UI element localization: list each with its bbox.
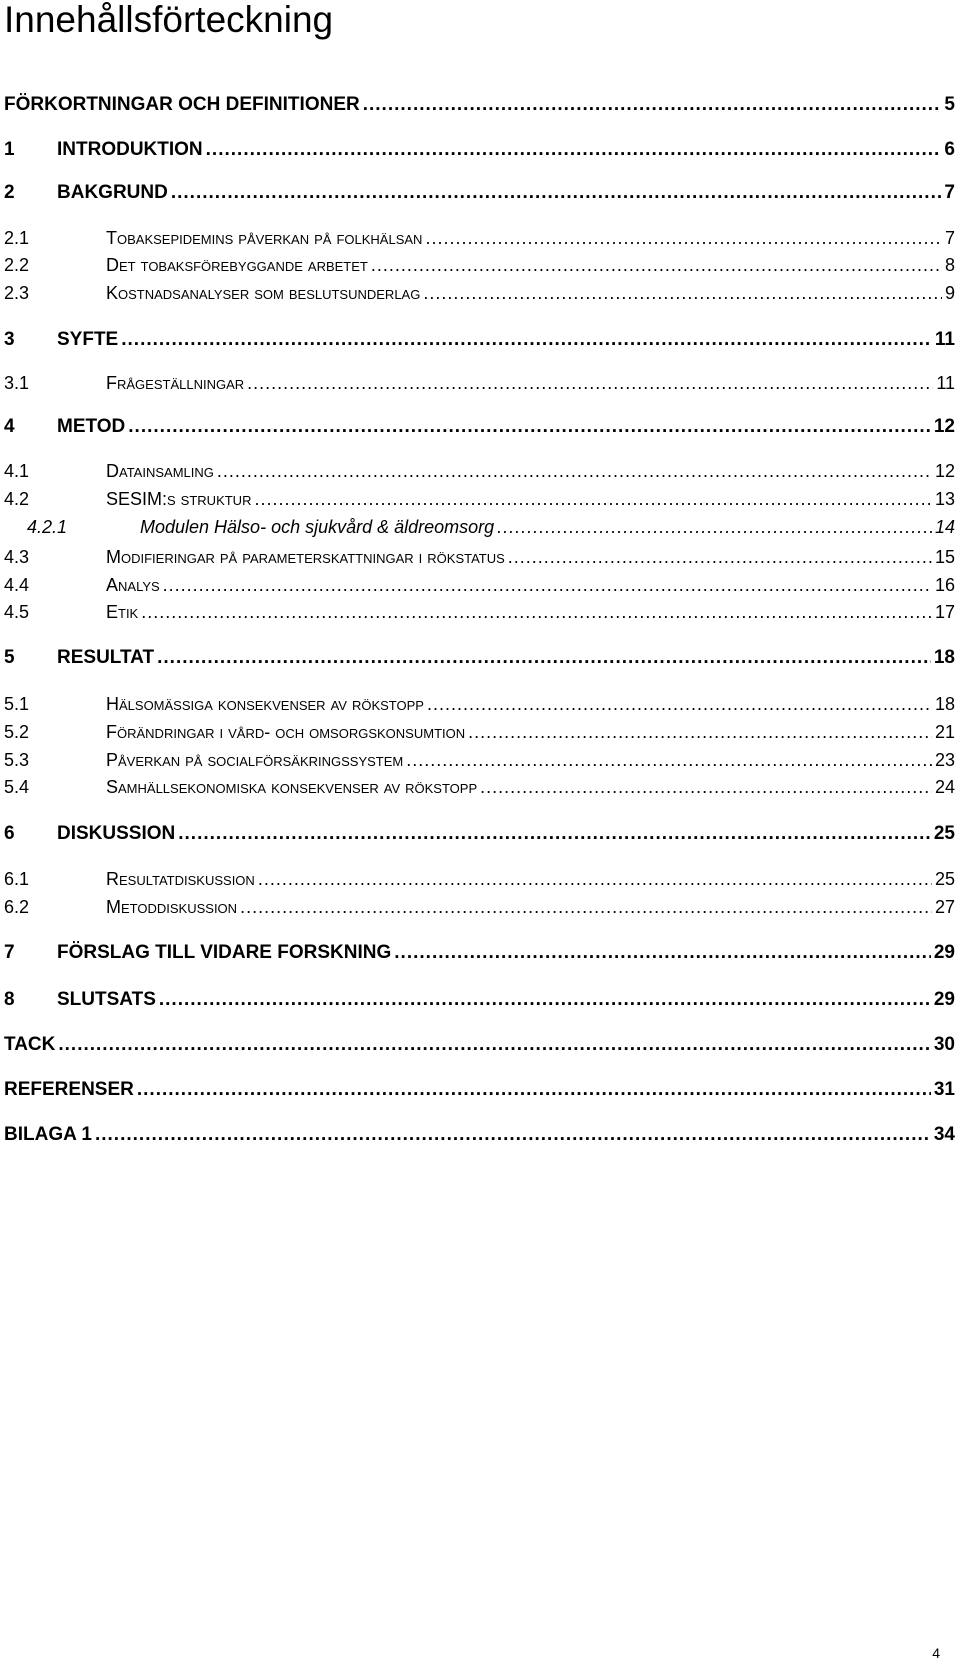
toc-entry-number: 6 bbox=[4, 823, 15, 844]
toc-entry-text: BAKGRUND bbox=[57, 182, 168, 203]
toc-entry-page: 29 bbox=[933, 942, 955, 963]
toc-entry-text: Analys bbox=[106, 575, 160, 595]
toc-entry-text: INTRODUKTION bbox=[57, 139, 203, 160]
toc-entry-text: FÖRKORTNINGAR OCH DEFINITIONER bbox=[4, 94, 360, 115]
toc-leader-dots bbox=[427, 692, 932, 716]
toc-entry-3-1[interactable] bbox=[4, 371, 955, 395]
toc-entry-page: 23 bbox=[934, 750, 955, 770]
toc-entry-referenser[interactable] bbox=[4, 1077, 955, 1103]
toc-entry-page: 17 bbox=[934, 602, 955, 622]
toc-leader-dots bbox=[240, 895, 932, 919]
toc-entry-page: 11 bbox=[934, 329, 955, 350]
toc-entry-text: SYFTE bbox=[57, 329, 119, 350]
toc-entry-2-1[interactable] bbox=[4, 226, 955, 250]
toc-entry-resultat[interactable] bbox=[4, 645, 955, 671]
toc-entry-slutsats[interactable] bbox=[4, 987, 955, 1013]
toc-entry-text: Det tobaksförebyggande arbetet bbox=[106, 255, 368, 275]
toc-entry-text: Metoddiskussion bbox=[106, 897, 238, 917]
toc-entry-number: 8 bbox=[4, 989, 15, 1010]
toc-entry-number: 4.2 bbox=[4, 489, 30, 509]
toc-entry-page: 7 bbox=[944, 182, 955, 203]
toc-leader-dots bbox=[178, 821, 931, 847]
toc-leader-dots bbox=[425, 226, 942, 250]
toc-leader-dots bbox=[497, 515, 932, 539]
toc-entry-number: 1 bbox=[4, 139, 15, 160]
toc-entry-text: REFERENSER bbox=[4, 1079, 134, 1100]
toc-leader-dots bbox=[121, 327, 932, 353]
toc-entry-page: 30 bbox=[933, 1034, 955, 1055]
toc-entry-number: 5 bbox=[4, 647, 15, 668]
toc-entry-2-2[interactable] bbox=[4, 253, 955, 277]
toc-leader-dots bbox=[247, 371, 933, 395]
toc-entry-text: Kostnadsanalyser som beslutsunderlag bbox=[106, 283, 421, 303]
toc-leader-dots bbox=[254, 487, 932, 511]
toc-entry-page: 5 bbox=[944, 94, 955, 115]
toc-entry-number: 4 bbox=[4, 416, 15, 437]
toc-entry-text: Påverkan på socialförsäkringssystem bbox=[106, 750, 404, 770]
toc-entry-forkortningar[interactable] bbox=[4, 92, 955, 118]
toc-leader-dots bbox=[163, 573, 932, 597]
toc-entry-metod[interactable] bbox=[4, 414, 955, 440]
toc-entry-number: 5.1 bbox=[4, 694, 30, 714]
toc-leader-dots bbox=[258, 867, 932, 891]
toc-entry-text: TACK bbox=[4, 1034, 56, 1055]
toc-entry-page: 34 bbox=[933, 1124, 955, 1145]
toc-entry-5-4[interactable] bbox=[4, 775, 955, 799]
toc-entry-number: 4.5 bbox=[4, 602, 30, 622]
toc-entry-page: 25 bbox=[934, 869, 955, 889]
toc-entry-number: 6.1 bbox=[4, 869, 30, 889]
toc-entry-tack[interactable] bbox=[4, 1032, 955, 1058]
toc-entry-page: 21 bbox=[934, 722, 955, 742]
toc-entry-5-3[interactable] bbox=[4, 748, 955, 772]
toc-entry-page: 25 bbox=[933, 823, 955, 844]
toc-entry-forslag[interactable] bbox=[4, 940, 955, 966]
toc-entry-4-4[interactable] bbox=[4, 573, 955, 597]
toc-entry-introduktion[interactable] bbox=[4, 137, 955, 163]
toc-leader-dots bbox=[371, 253, 942, 277]
toc-entry-4-1[interactable] bbox=[4, 459, 955, 483]
toc-entry-syfte[interactable] bbox=[4, 327, 955, 353]
toc-entry-number: 4.4 bbox=[4, 575, 30, 595]
toc-leader-dots bbox=[128, 414, 931, 440]
toc-entry-4-3[interactable] bbox=[4, 545, 955, 569]
toc-entry-page: 14 bbox=[934, 517, 955, 537]
toc-leader-dots bbox=[217, 459, 932, 483]
toc-entry-page: 9 bbox=[944, 283, 955, 303]
toc-leader-dots bbox=[95, 1122, 931, 1148]
page-title: Innehållsförteckning bbox=[4, 0, 334, 40]
toc-entry-number: 5.3 bbox=[4, 750, 30, 770]
toc-entry-6-2[interactable] bbox=[4, 895, 955, 919]
toc-entry-page: 16 bbox=[934, 575, 955, 595]
toc-entry-number: 6.2 bbox=[4, 897, 30, 917]
toc-entry-text: Samhällsekonomiska konsekvenser av rökstopp bbox=[106, 777, 478, 797]
toc-leader-dots bbox=[141, 600, 932, 624]
toc-entry-text: Modulen Hälso- och sjukvård & äldreomsorg bbox=[140, 517, 495, 537]
toc-entry-4-5[interactable] bbox=[4, 600, 955, 624]
toc-entry-bilaga-1[interactable] bbox=[4, 1122, 955, 1148]
toc-leader-dots bbox=[157, 645, 931, 671]
toc-leader-dots bbox=[406, 748, 932, 772]
toc-entry-page: 27 bbox=[934, 897, 955, 917]
toc-entry-number: 4.1 bbox=[4, 461, 30, 481]
toc-leader-dots bbox=[58, 1032, 931, 1058]
toc-entry-text: BILAGA 1 bbox=[4, 1124, 92, 1145]
toc-entry-text: Förändringar i vård- och omsorgskonsumtion bbox=[106, 722, 466, 742]
toc-entry-bakgrund[interactable] bbox=[4, 180, 955, 206]
toc-entry-number: 4.2.1 bbox=[27, 517, 68, 537]
toc-leader-dots bbox=[423, 281, 942, 305]
toc-leader-dots bbox=[171, 180, 942, 206]
toc-entry-page: 12 bbox=[934, 461, 955, 481]
toc-entry-page: 13 bbox=[934, 489, 955, 509]
toc-leader-dots bbox=[480, 775, 932, 799]
toc-entry-text: SESIM:s struktur bbox=[106, 489, 252, 509]
toc-entry-page: 24 bbox=[934, 777, 955, 797]
toc-entry-number: 7 bbox=[4, 942, 15, 963]
toc-entry-page: 18 bbox=[934, 694, 955, 714]
toc-entry-number: 5.2 bbox=[4, 722, 30, 742]
toc-leader-dots bbox=[468, 720, 932, 744]
toc-entry-text: Resultatdiskussion bbox=[106, 869, 255, 889]
toc-leader-dots bbox=[206, 137, 942, 163]
footer-page-number: 4 bbox=[932, 1645, 940, 1661]
toc-leader-dots bbox=[394, 940, 931, 966]
toc-entry-text: Etik bbox=[106, 602, 139, 622]
toc-entry-number: 2.1 bbox=[4, 228, 30, 248]
toc-entry-number: 3 bbox=[4, 329, 15, 350]
toc-entry-page: 18 bbox=[933, 647, 955, 668]
toc-leader-dots bbox=[159, 987, 931, 1013]
toc-entry-page: 29 bbox=[933, 989, 955, 1010]
toc-entry-number: 2 bbox=[4, 182, 15, 203]
toc-entry-5-2[interactable] bbox=[4, 720, 955, 744]
toc-entry-text: Frågeställningar bbox=[106, 373, 245, 393]
toc-entry-page: 7 bbox=[944, 228, 955, 248]
toc-entry-4-2-1[interactable] bbox=[27, 515, 955, 539]
toc-entry-text: SLUTSATS bbox=[57, 989, 156, 1010]
toc-entry-page: 6 bbox=[944, 139, 955, 160]
toc-leader-dots bbox=[137, 1077, 931, 1103]
toc-entry-page: 31 bbox=[933, 1079, 955, 1100]
toc-entry-text: DISKUSSION bbox=[57, 823, 176, 844]
toc-leader-dots bbox=[363, 92, 942, 118]
toc-entry-number: 3.1 bbox=[4, 373, 30, 393]
toc-entry-6-1[interactable] bbox=[4, 867, 955, 891]
toc-entry-text: METOD bbox=[57, 416, 126, 437]
toc-entry-4-2[interactable] bbox=[4, 487, 955, 511]
toc-entry-5-1[interactable] bbox=[4, 692, 955, 716]
toc-entry-page: 8 bbox=[944, 255, 955, 275]
toc-entry-text: Tobaksepidemins påverkan på folkhälsan bbox=[106, 228, 423, 248]
toc-entry-text: Hälsomässiga konsekvenser av rökstopp bbox=[106, 694, 424, 714]
toc-entry-number: 2.3 bbox=[4, 283, 30, 303]
toc-entry-text: RESULTAT bbox=[57, 647, 155, 668]
toc-leader-dots bbox=[508, 545, 932, 569]
toc-entry-page: 12 bbox=[933, 416, 955, 437]
toc-entry-text: Modifieringar på parameterskattningar i rökstatus bbox=[106, 547, 505, 567]
toc-entry-text: FÖRSLAG TILL VIDARE FORSKNING bbox=[57, 942, 392, 963]
toc-entry-number: 2.2 bbox=[4, 255, 30, 275]
toc-entry-page: 11 bbox=[936, 373, 955, 393]
toc-entry-text: Datainsamling bbox=[106, 461, 214, 481]
toc-entry-diskussion[interactable] bbox=[4, 821, 955, 847]
toc-entry-number: 4.3 bbox=[4, 547, 30, 567]
toc-entry-number: 5.4 bbox=[4, 777, 30, 797]
toc-entry-page: 15 bbox=[934, 547, 955, 567]
toc-entry-2-3[interactable] bbox=[4, 281, 955, 305]
